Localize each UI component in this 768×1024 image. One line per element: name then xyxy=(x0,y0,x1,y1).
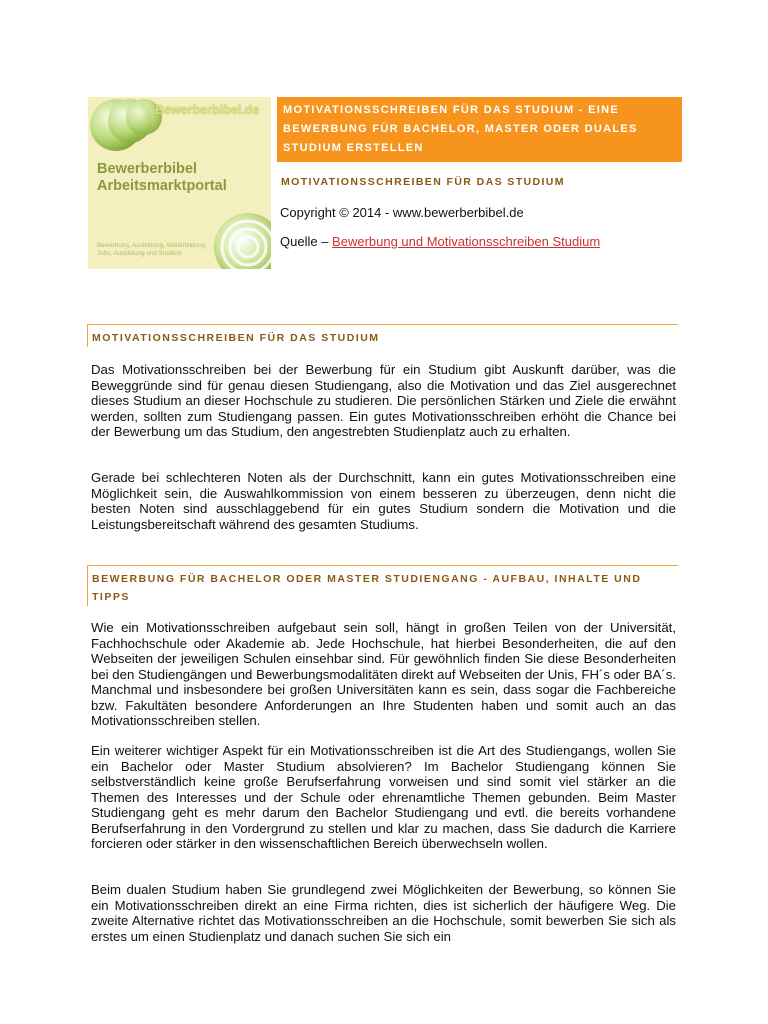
source-link[interactable]: Bewerbung und Motivationsschreiben Studium xyxy=(332,234,601,249)
banner-title-line1: MOTIVATIONSSCHREIBEN FÜR DAS STUDIUM - EINE xyxy=(283,104,619,116)
section2-heading-line2: TIPPS xyxy=(92,591,130,603)
section2-paragraph-1: Wie ein Motivationsschreiben aufgebaut sein soll, hängt in großen Teilen von der Universität, Fachhochschule oder Akademie ab. Jede Hochschule, hat hierbei Besonderheiten, die auf den Webseiten der jeweiligen Schulen einsehbar sind. Für gewöhnlich finden Sie diese Besonderheiten bei den Studiengängen und Bewerbungsmodalitäten direkt auf Webseiten der Unis, FH´s oder BA´s. Manchmal und insbesondere bei großen Universitäten kann es sein, dass sogar die Fachbereiche bzw. Fakultäten besondere Anforderungen an Ihre Studenten haben und somit auch an das Motivationsschreiben stellen. xyxy=(91,620,676,728)
section-heading-bachelor-master xyxy=(87,565,678,606)
source-prefix: Quelle – xyxy=(280,234,333,249)
banner-title-line2: BEWERBUNG FÜR BACHELOR, MASTER ODER DUALES xyxy=(283,123,638,135)
logo-site-name: Bewerberbibel.de xyxy=(155,103,260,117)
source-line xyxy=(280,234,600,249)
copyright-text: Copyright © 2014 - www.bewerberbibel.de xyxy=(280,205,524,220)
section2-heading-line1: BEWERBUNG FÜR BACHELOR ODER MASTER STUDIENGANG - AUFBAU, INHALTE UND xyxy=(92,573,642,585)
header-subheading: MOTIVATIONSSCHREIBEN FÜR DAS STUDIUM xyxy=(281,176,565,188)
title-banner xyxy=(277,97,682,162)
logo-title-line1: Bewerberbibel xyxy=(97,161,197,177)
section2-paragraph-3: Beim dualen Studium haben Sie grundlegend zwei Möglichkeiten der Bewerbung, so können Sie ein Motivationsschreiben direkt an eine Firma richten, dies ist sicherlich der häufigere Weg. Die zweite Alternative richtet das Motivationsschreiben an die Hochschule, somit bewerben Sie sich als erstes um einen Studienplatz und danach suchen Sie sich ein xyxy=(91,882,676,944)
section1-paragraph-1: Das Motivationsschreiben bei der Bewerbung für ein Studium gibt Auskunft darüber, was die Beweggründe sind für genau diesen Studiengang, also die Motivation und das Ziel ausgerechnet dieses Studium an dieser Hochschule zu studieren. Die persönlichen Stärken und Ziele die erwähnt werden, sollten zum Studiengang passen. Ein gutes Motivationsschreiben erhöht die Chance bei der Bewerbung um das Studium, den angestrebten Studienplatz auch zu erhalten. xyxy=(91,362,676,439)
section1-paragraph-2: Gerade bei schlechteren Noten als der Durchschnitt, kann ein gutes Motivationsschreiben eine Möglichkeit sein, die Auswahlkommission von einem besseren zu überzeugen, denn nicht die besten Noten sind ausschlaggebend für ein gutes Studium sondern die Motivation und die Leistungsbereitschaft während des gesamten Studiums. xyxy=(91,470,676,532)
logo-title xyxy=(97,161,227,195)
logo-tagline: Bewerbung, Ausbildung, Weiterbildung, Jobs, Ausbildung und Studium xyxy=(97,242,207,257)
section-heading-motivation: MOTIVATIONSSCHREIBEN FÜR DAS STUDIUM xyxy=(87,324,678,347)
logo-title-line2: Arbeitsmarktportal xyxy=(97,178,227,194)
section2-paragraph-2: Ein weiterer wichtiger Aspekt für ein Motivationsschreiben ist die Art des Studiengangs, wollen Sie ein Bachelor oder Master Studium absolvieren? Im Bachelor Studiengang können Sie selbstverständlich keine große Berufserfahrung vorweisen und sind somit viel stärker an die Themen des Interesses und der Schule oder ehrenamtliche Themen gebunden. Beim Master Studiengang geht es mehr darum den Bachelor Studiengang und evtl. die bereits vorhandene Berufserfahrung in den Vordergrund zu stellen und klar zu machen, dass Sie dadurch die Karriere forcieren oder stärker in den wissenschaftlichen Bereich überwechseln wollen. xyxy=(91,743,676,851)
bewerberbibel-logo xyxy=(88,97,271,269)
banner-title-line3: STUDIUM ERSTELLEN xyxy=(283,142,424,154)
green-rings-icon xyxy=(206,209,271,269)
